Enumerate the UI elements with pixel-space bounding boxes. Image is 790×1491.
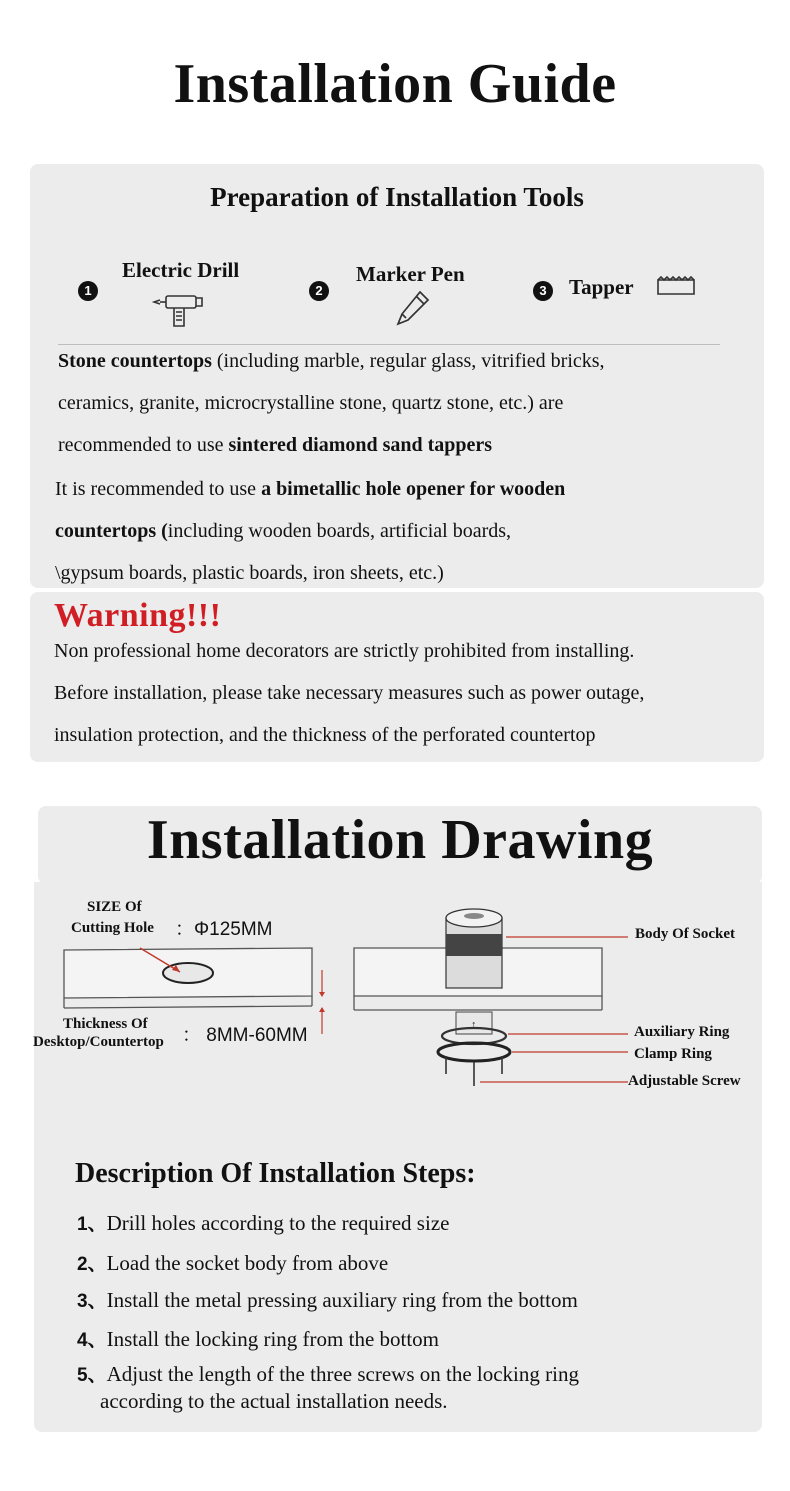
tool-number-3: 3: [533, 281, 553, 301]
warning-line-3: insulation protection, and the thickness of the perforated countertop: [54, 724, 596, 746]
tool-number-2: 2: [309, 281, 329, 301]
tool-label-marker: Marker Pen: [356, 262, 465, 286]
stone-text-3: recommended to use: [58, 434, 229, 456]
preparation-title: Preparation of Installation Tools: [210, 182, 584, 212]
step-number: 1、: [77, 1214, 107, 1235]
thickness-label-1: Thickness Of: [63, 1016, 148, 1032]
step-number: 4、: [77, 1330, 107, 1351]
step-number: 3、: [77, 1291, 107, 1312]
part-label-auxiliary-ring: Auxiliary Ring: [634, 1024, 730, 1040]
step-number: 5、: [77, 1365, 107, 1386]
clamp-ring: [438, 1043, 510, 1061]
stone-tappers-bold: sintered diamond sand tappers: [228, 434, 493, 456]
wood-line-3: \gypsum boards, plastic boards, iron sheets, etc.): [55, 562, 444, 584]
socket-body: [446, 909, 502, 988]
step-number: 2、: [77, 1254, 107, 1275]
step-text: Adjust the length of the three screws on the locking ring: [106, 1362, 579, 1386]
stone-bold: Stone countertops: [58, 350, 212, 372]
wood-bold-2: countertops (: [55, 520, 168, 542]
part-label-body: Body Of Socket: [635, 926, 736, 942]
thickness-label-2: Desktop/Countertop: [33, 1034, 164, 1050]
warning-title: Warning!!!: [54, 597, 222, 634]
tool-number-1: 1: [78, 281, 98, 301]
step-4: [77, 1326, 439, 1354]
step-text: Drill holes according to the required size: [106, 1211, 450, 1235]
step-2: [77, 1250, 388, 1278]
page-title: Installation Guide: [173, 53, 617, 115]
wood-line-1: [55, 468, 565, 510]
stone-line-3: [58, 424, 492, 466]
wood-text-1: It is recommended to use: [55, 478, 262, 500]
size-label-1: SIZE Of: [87, 899, 142, 915]
size-label-2: Cutting Hole: [71, 920, 154, 936]
pen-icon: [394, 290, 430, 326]
step-5: [77, 1361, 579, 1389]
step-5-continuation: according to the actual installation needs.: [100, 1389, 448, 1413]
part-label-clamp-ring: Clamp Ring: [634, 1046, 712, 1062]
thickness-value: ： 8MM-60MM: [182, 1025, 308, 1046]
step-text: Load the socket body from above: [106, 1251, 389, 1275]
step-3: [77, 1287, 578, 1315]
step-text: Install the metal pressing auxiliary ring from the bottom: [106, 1288, 578, 1312]
steps-title: Description Of Installation Steps:: [75, 1158, 476, 1189]
drawing-title: Installation Drawing: [146, 809, 654, 871]
socket-assembly-diagram: [340, 900, 640, 1096]
wood-line-2: [55, 510, 511, 552]
stone-text-1: (including marble, regular glass, vitrified bricks,: [211, 350, 605, 372]
wood-text-2: including wooden boards, artificial boards,: [167, 520, 512, 542]
tapper-icon: [655, 274, 697, 298]
tool-label-drill: Electric Drill: [122, 258, 240, 282]
step-1: [77, 1210, 449, 1238]
part-label-adjustable-screw: Adjustable Screw: [628, 1073, 741, 1089]
drill-icon: [152, 292, 208, 332]
svg-text:↑: ↑: [471, 1019, 477, 1031]
stone-line-1: [58, 340, 605, 382]
warning-line-2: Before installation, please take necessary measures such as power outage,: [54, 682, 645, 704]
size-value: ：Φ125MM: [175, 919, 273, 940]
warning-line-1: Non professional home decorators are strictly prohibited from installing.: [54, 640, 635, 662]
step-text: Install the locking ring from the bottom: [106, 1327, 440, 1351]
stone-line-2: ceramics, granite, microcrystalline stone, quartz stone, etc.) are: [58, 392, 564, 414]
tool-label-tapper: Tapper: [569, 275, 634, 299]
wood-bold-1: a bimetallic hole opener for wooden: [261, 478, 566, 500]
